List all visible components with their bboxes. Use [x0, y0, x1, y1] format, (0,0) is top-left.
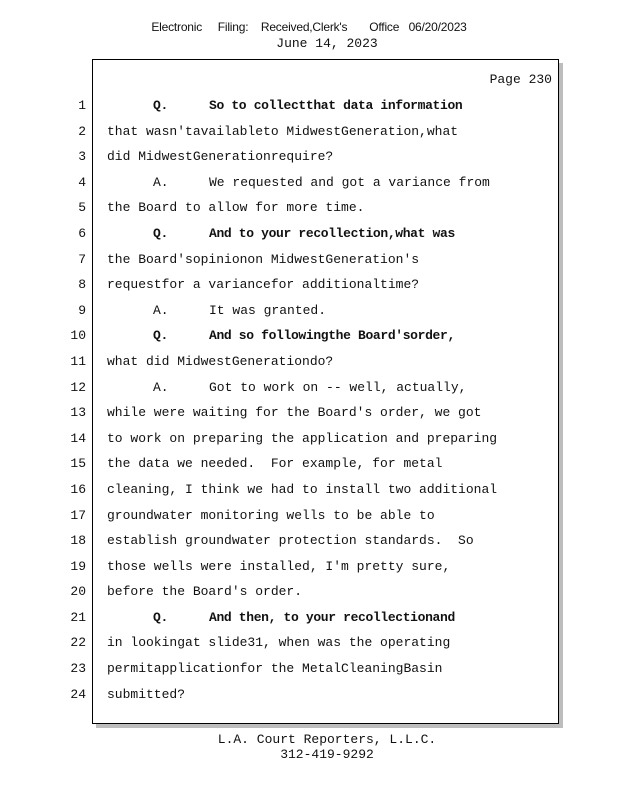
- line-number: 16: [70, 481, 86, 497]
- line-number: 10: [70, 328, 86, 344]
- line-number: 23: [70, 661, 86, 677]
- line-text: submitted?: [107, 686, 186, 702]
- answer-marker: A.: [153, 302, 169, 318]
- line-number: 13: [70, 405, 86, 421]
- line-number: 19: [70, 558, 86, 574]
- question-marker: Q.: [153, 609, 168, 625]
- line-number: 21: [70, 609, 86, 625]
- transcript-line: [107, 349, 555, 375]
- transcript-line: [107, 656, 555, 682]
- line-text: the data we needed. For example, for metal: [107, 456, 443, 472]
- page-footer: [0, 732, 618, 762]
- line-number: 11: [70, 353, 86, 369]
- electronic-filing-stamp: Electronic Filing: Received,Clerk's Office 06/20/2023: [151, 20, 467, 34]
- line-number: 7: [78, 251, 86, 267]
- line-text: did MidwestGenerationrequire?: [107, 149, 334, 165]
- line-text: establish groundwater protection standards. So: [107, 533, 474, 549]
- line-number: 8: [78, 277, 86, 293]
- transcript-line: [107, 451, 555, 477]
- line-number: 14: [70, 430, 86, 446]
- line-text: requestfor a variancefor additionaltime?: [107, 277, 420, 293]
- line-text: It was granted.: [209, 302, 327, 318]
- line-text: And to your recollection,what was: [209, 225, 455, 241]
- line-text: And then, to your recollectionand: [209, 609, 455, 625]
- line-text: We requested and got a variance from: [209, 174, 490, 190]
- line-number: 4: [78, 174, 86, 190]
- line-number: 15: [70, 456, 86, 472]
- transcript-line: [107, 528, 555, 554]
- line-text: groundwater monitoring wells to be able to: [107, 507, 435, 523]
- line-text: what did MidwestGenerationdo?: [107, 353, 334, 369]
- question-marker: Q.: [153, 98, 168, 113]
- line-number: 3: [78, 149, 86, 165]
- question-marker: Q.: [153, 225, 168, 241]
- transcript-line: [107, 195, 555, 221]
- transcript-line: [107, 682, 555, 708]
- line-number: 2: [78, 123, 86, 139]
- question-marker: Q.: [153, 328, 168, 344]
- transcript-line: [107, 426, 555, 452]
- deposition-date: June 14, 2023: [276, 36, 378, 51]
- transcript-line: [107, 503, 555, 529]
- transcript-line: [107, 630, 555, 656]
- transcript-line: [107, 272, 555, 298]
- transcript-line: [107, 323, 555, 349]
- line-number: 17: [70, 507, 86, 523]
- line-number: 18: [70, 533, 86, 549]
- line-text: permitapplicationfor the MetalCleaningBasin: [107, 661, 443, 677]
- transcript-line: [107, 579, 555, 605]
- line-number: 5: [78, 200, 86, 216]
- transcript-line: [107, 247, 555, 273]
- transcript-line: [107, 375, 555, 401]
- line-text: that wasn'tavailableto MidwestGeneration,what: [107, 123, 459, 139]
- page-number: Page 230: [489, 72, 552, 87]
- line-number: 6: [78, 225, 86, 241]
- line-text: those wells were installed, I'm pretty sure,: [107, 558, 451, 574]
- line-text: while were waiting for the Board's order, we got: [107, 405, 482, 421]
- transcript-line: [107, 119, 555, 145]
- line-number: 12: [70, 379, 86, 395]
- transcript-line: [107, 93, 555, 119]
- line-text: the Board'sopinionon MidwestGeneration's: [107, 251, 420, 267]
- line-text: So to collectthat data information: [209, 98, 463, 113]
- transcript-line: [107, 298, 555, 324]
- line-number: 20: [70, 584, 86, 600]
- line-text: in lookingat slide31, when was the operating: [107, 635, 451, 651]
- transcript-line: [107, 400, 555, 426]
- transcript-line: [107, 605, 555, 631]
- line-number: 9: [78, 302, 86, 318]
- line-text: to work on preparing the application and preparing: [107, 430, 498, 446]
- line-number: 22: [70, 635, 86, 651]
- line-text: And so followingthe Board'sorder,: [209, 328, 455, 344]
- transcript-line: [107, 477, 555, 503]
- transcript-line: [107, 144, 555, 170]
- line-number: 24: [70, 686, 86, 702]
- transcript-line: [107, 170, 555, 196]
- transcript-body: [107, 93, 555, 707]
- line-text: Got to work on -- well, actually,: [209, 379, 467, 395]
- answer-marker: A.: [153, 379, 169, 395]
- line-text: the Board to allow for more time.: [107, 200, 365, 216]
- line-number-column: [0, 93, 86, 707]
- transcript-line: [107, 554, 555, 580]
- line-text: cleaning, I think we had to install two additional: [107, 481, 498, 497]
- line-text: before the Board's order.: [107, 584, 303, 600]
- answer-marker: A.: [153, 174, 169, 190]
- transcript-line: [107, 221, 555, 247]
- line-number: 1: [78, 98, 86, 113]
- court-reporter-phone: 312-419-9292: [280, 747, 374, 762]
- court-reporter-company: L.A. Court Reporters, L.L.C.: [217, 732, 437, 747]
